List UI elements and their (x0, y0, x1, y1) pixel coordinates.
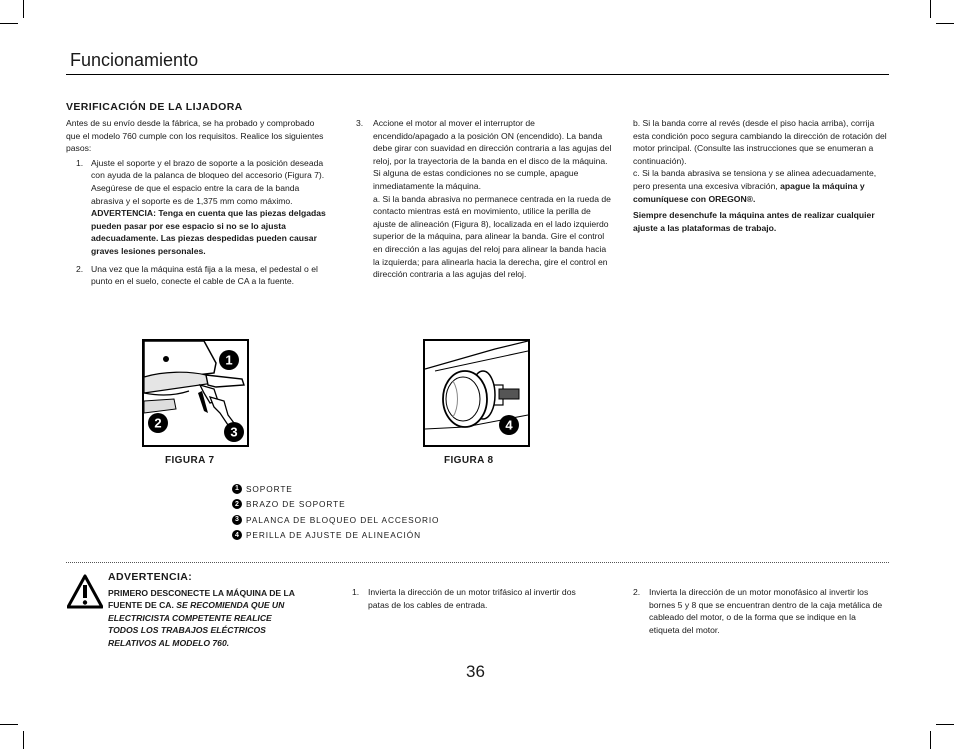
legend-item (232, 481, 439, 497)
legend-item (232, 528, 439, 544)
crop-mark (936, 724, 954, 725)
three-phase-instruction (352, 586, 577, 611)
list-text: Accione el motor al mover el interruptor de encendido/apagado a la posición ON (encendido). La banda debe girar con suavidad en dirección contraria a las agujas del reloj, por la trayectoria de la banda en el disco de la máquina. Si alguna de estas condiciones no se cumple, apague inmediatamente la máquina. (373, 118, 612, 191)
legend-label: SOPORTE (246, 483, 293, 494)
figure-8-caption: FIGURA 8 (444, 455, 494, 466)
list-number: 2. (76, 263, 84, 274)
callout-1: 1 (225, 352, 233, 368)
warning-text: ADVERTENCIA: Tenga en cuenta que las piezas delgadas pueden pasar por ese espacio si no se lo ajusta adecuadamente. Las piezas despedidas pueden causar graves lesiones personales. (91, 208, 326, 256)
callout-3: 3 (230, 424, 238, 440)
list-item (66, 263, 328, 288)
column-conditions (633, 117, 889, 234)
warning-italic: SE RECOMIENDA QUE UN ELECTRICISTA COMPETENTE REALICE TODOS LOS TRABAJOS ELÉCTRICOS RELATIVOS AL MODELO 760. (108, 600, 285, 648)
list-text-a: a. Si la banda abrasiva no permanece centrada en la rueda de contacto mientras está en movimiento, utilice la perilla de ajuste de alineación (Figura 8), localizada en el lado izquierdo superior de la máquina, para alinear la banda. Gire el control en dirección a las agujas del reloj para alinear la banda hacia la izquierda; para alinearla hacia la derecha, gire el control en dirección contraria a las agujas del reloj. (373, 193, 611, 280)
callout-4: 4 (505, 417, 513, 433)
legend-number: 2 (232, 499, 242, 509)
intro-text: Antes de su envío desde la fábrica, se ha probado y comprobado que el modelo 760 cumple con los requisitos. Realice los siguientes pasos: (66, 118, 324, 154)
text-c: c. Si la banda abrasiva se tensiona y se alinea adecuadamente, pero presenta una excesiva vibración, (633, 168, 877, 191)
legend-label: BRAZO DE SOPORTE (246, 499, 346, 510)
page-number: 36 (466, 662, 485, 681)
alignment-knob-illustration (425, 341, 528, 445)
crop-mark (23, 731, 24, 749)
page-title: Funcionamiento (70, 50, 199, 70)
warning-text (108, 587, 298, 649)
text-b: b. Si la banda corre al revés (desde el piso hacia arriba), corrija esta condición poco segura cambiando la dirección de rotación del motor principal. (Consulte las instrucciones que se enumeran a continuación). (633, 118, 887, 166)
section-divider (66, 562, 889, 563)
section-heading: VERIFICACIÓN DE LA LIJADORA (66, 101, 243, 113)
crop-mark (936, 23, 954, 24)
crop-mark (930, 731, 931, 749)
crop-mark (930, 0, 931, 18)
column-operation (356, 117, 612, 281)
list-number: 1. (352, 587, 360, 597)
legend-item (232, 512, 439, 528)
list-text: Una vez que la máquina está fija a la mesa, el pedestal o el punto en el suelo, conecte el cable de CA a la fuente. (91, 263, 318, 287)
crop-mark (0, 724, 18, 725)
warning-icon (67, 574, 103, 615)
figure-7-image (142, 339, 249, 447)
legend-number: 1 (232, 484, 242, 494)
list-number: 3. (356, 118, 364, 128)
legend-label: PALANCA DE BLOQUEO DEL ACCESORIO (246, 514, 440, 525)
list-text: Invierta la dirección de un motor trifásico al invertir dos patas de los cables de entrada. (368, 587, 576, 610)
sander-support-illustration (144, 341, 247, 445)
warning-bold: PRIMERO DESCONECTE LA MÁQUINA DE LA FUENTE DE CA. (108, 588, 295, 611)
crop-mark (0, 23, 18, 24)
list-text: Ajuste el soporte y el brazo de soporte a la posición deseada con ayuda de la palanca de bloqueo del accesorio (Figura 7). Asegúrese de que el espacio entre la cara de la banda abrasiva y el soporte es de 1,375 mm como máximo. (91, 157, 325, 206)
list-text: Invierta la dirección de un motor monofásico al invertir los bornes 5 y 8 que se encuentran dentro de la caja metálica de cableado del motor, o de la forma que se indique en la etiqueta del motor. (649, 587, 883, 635)
list-number: 2. (633, 587, 641, 597)
text-c-bold: apague la máquina y comuníquese con OREGON®. (633, 180, 865, 204)
warning-heading: ADVERTENCIA: (108, 571, 193, 583)
crop-mark (23, 0, 24, 18)
figure-8-image (423, 339, 530, 447)
parts-legend (232, 481, 439, 543)
single-phase-instruction (633, 586, 883, 636)
header-rule (66, 74, 889, 75)
figure-7-caption: FIGURA 7 (165, 455, 215, 466)
legend-number: 4 (232, 530, 242, 540)
unplug-warning: Siempre desenchufe la máquina antes de realizar cualquier ajuste a las plataformas de trabajo. (633, 210, 875, 233)
list-number: 1. (76, 157, 84, 168)
legend-number: 3 (232, 515, 242, 525)
callout-2: 2 (154, 415, 162, 431)
column-verification (66, 101, 328, 288)
legend-item (232, 497, 439, 513)
legend-label: PERILLA DE AJUSTE DE ALINEACIÓN (246, 530, 421, 541)
list-item (66, 157, 328, 258)
